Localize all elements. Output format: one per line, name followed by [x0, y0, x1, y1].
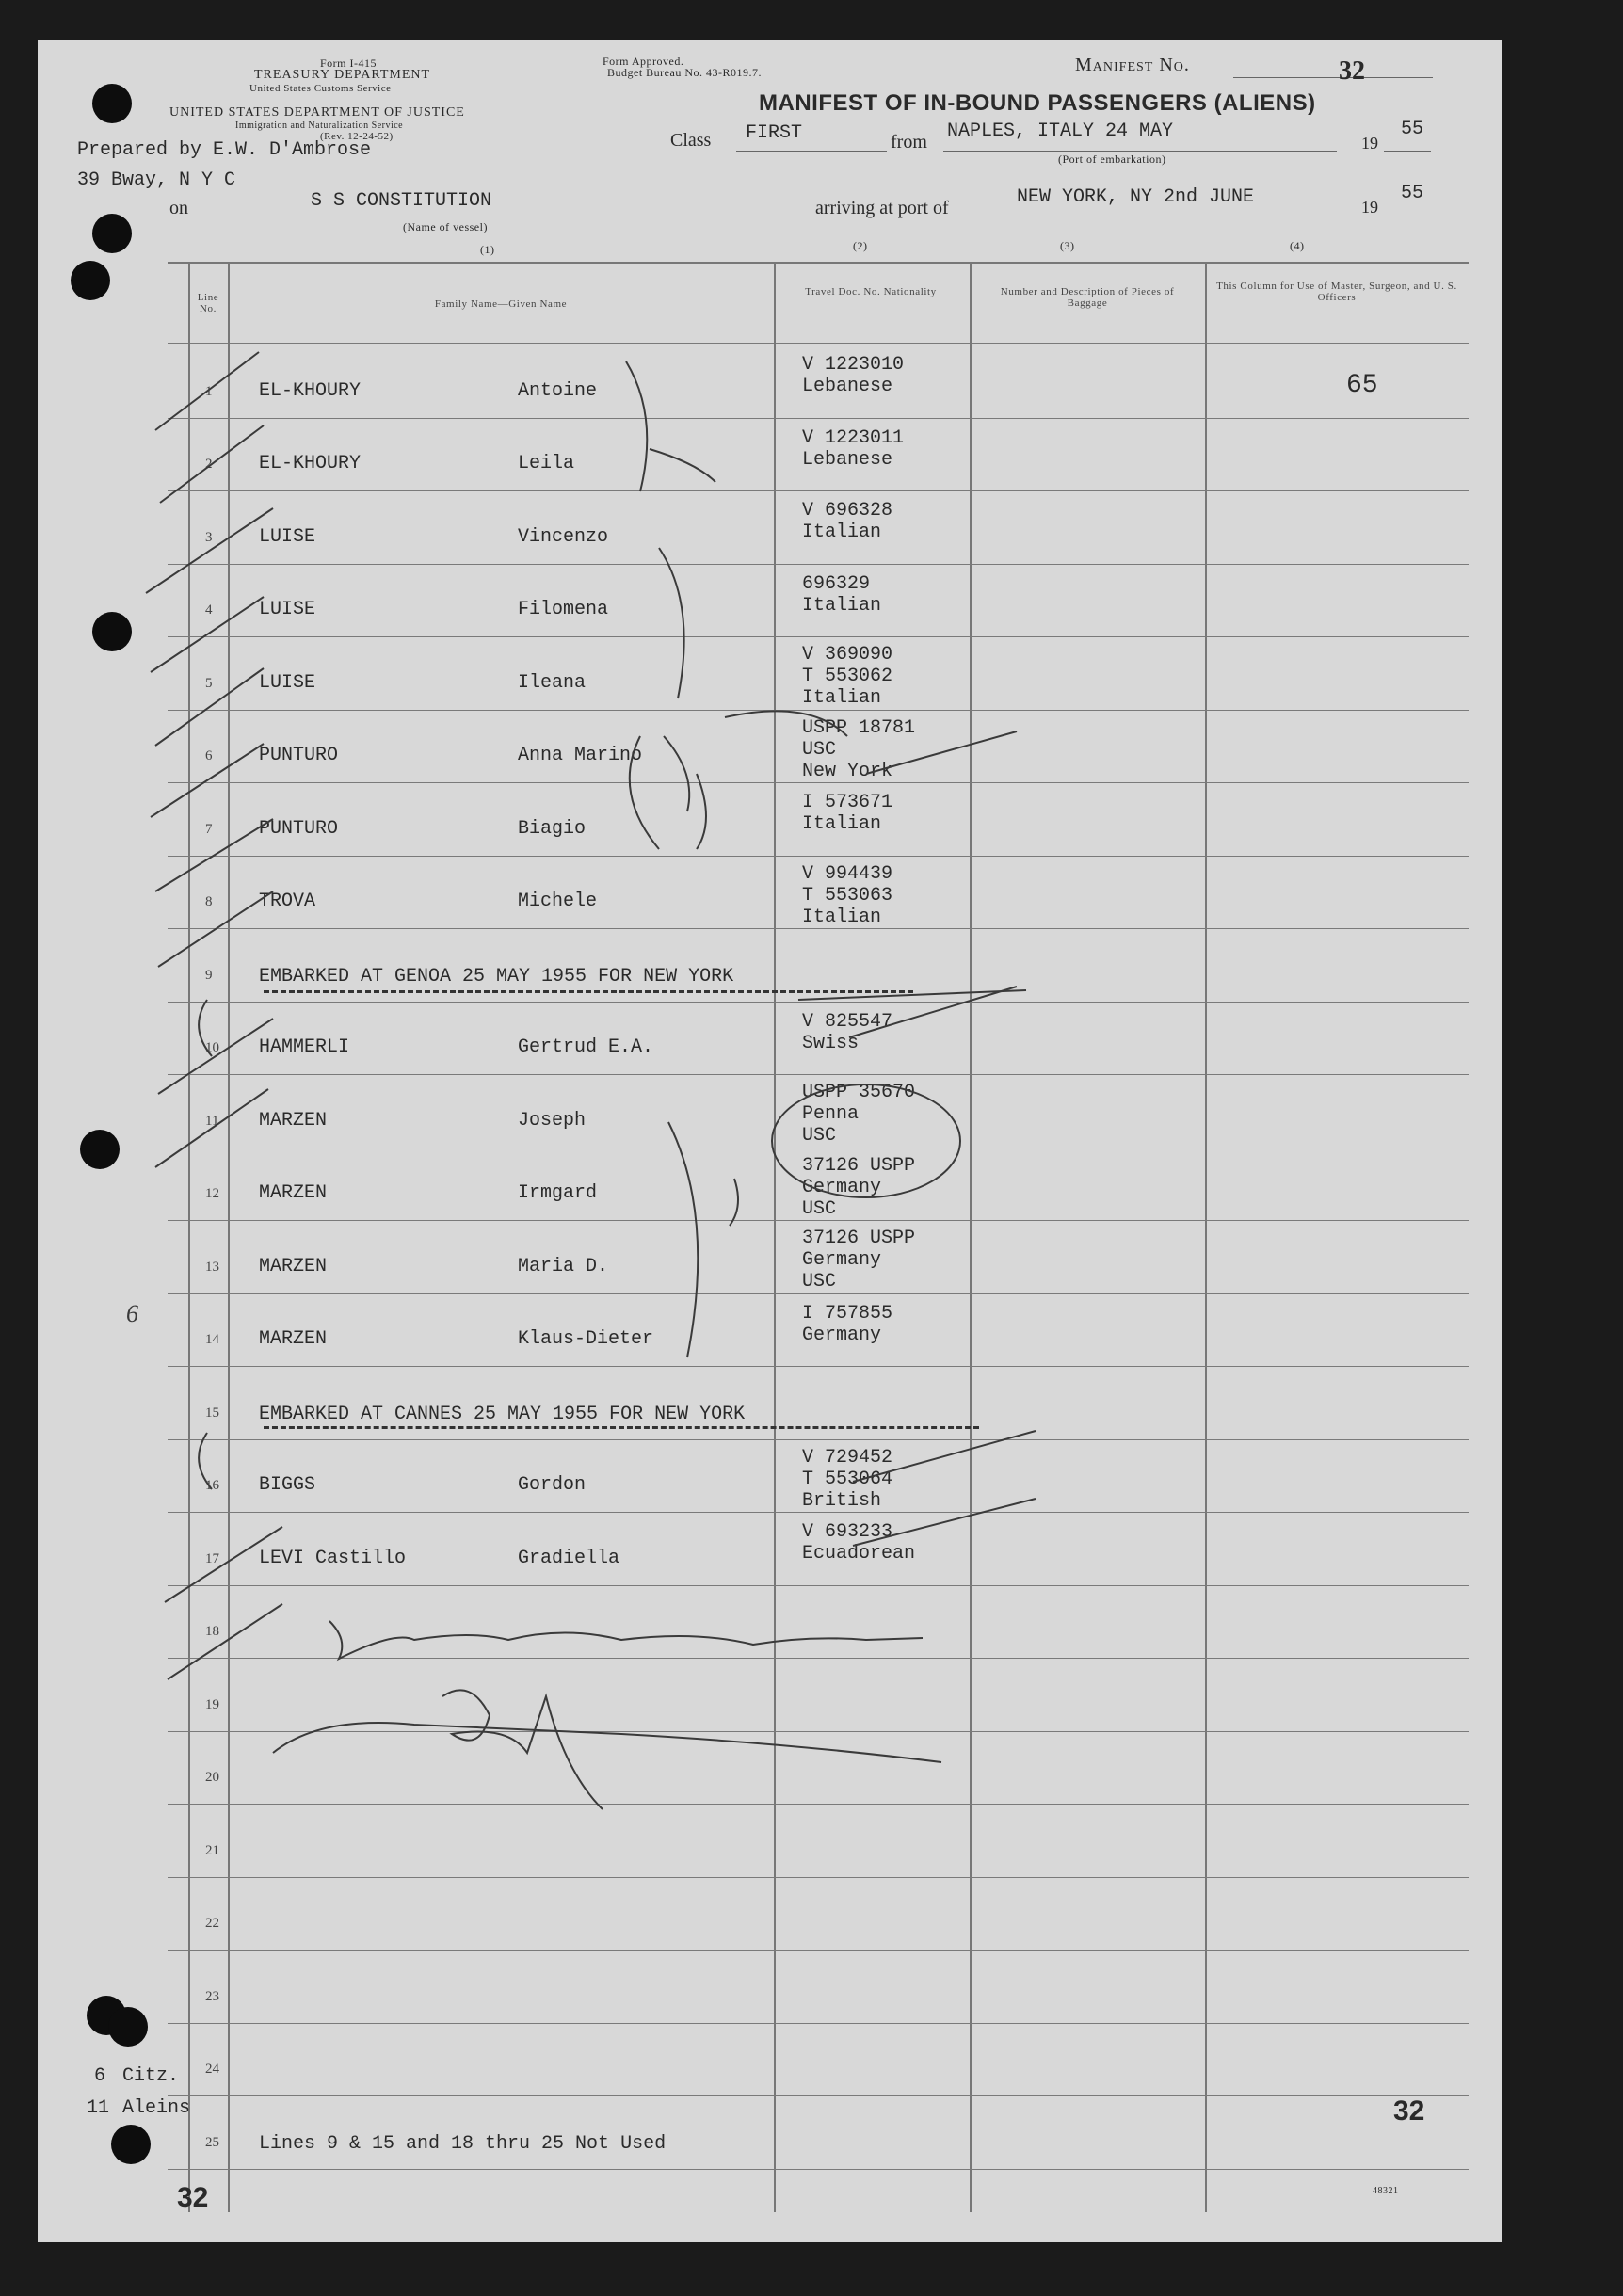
travel-doc-line: V 696328: [802, 500, 893, 522]
col-head-doc: Travel Doc. No. Nationality: [805, 286, 937, 297]
travel-doc-line: V 994439: [802, 862, 893, 885]
line-number: 11: [205, 1113, 219, 1129]
travel-doc-line: T 553064: [802, 1468, 893, 1490]
aliens-label: Aleins: [122, 2097, 191, 2119]
line-number: 8: [205, 894, 213, 909]
vessel-caption: (Name of vessel): [403, 220, 488, 233]
travel-doc-line: Ecuadorean: [802, 1543, 916, 1565]
family-name: MARZEN: [259, 1328, 328, 1350]
revision: (Rev. 12-24-52): [320, 131, 394, 142]
col-num-1: (1): [480, 243, 495, 256]
given-name: Maria D.: [518, 1255, 609, 1277]
arriving-label: arriving at port of: [815, 198, 949, 218]
travel-doc-line: USC: [802, 1197, 837, 1220]
family-name: TROVA: [259, 891, 316, 912]
embark-note: EMBARKED AT CANNES 25 MAY 1955 FOR NEW YORK: [259, 1403, 746, 1425]
treasury-dept: TREASURY DEPARTMENT: [254, 68, 431, 82]
page-number-left: 32: [177, 2182, 209, 2213]
line-number: 15: [205, 1405, 219, 1421]
given-name: Vincenzo: [518, 525, 609, 548]
preparer-address: 39 Bway, N Y C: [77, 169, 236, 191]
col-num-4: (4): [1290, 239, 1305, 252]
justice-dept: UNITED STATES DEPARTMENT OF JUSTICE: [169, 105, 465, 120]
col-head-officers: This Column for Use of Master, Surgeon, and U. S. Officers: [1216, 281, 1457, 303]
travel-doc-line: T 553062: [802, 666, 893, 687]
officer-use-value: 65: [1346, 371, 1378, 400]
travel-doc-line: Italian: [802, 687, 882, 709]
given-name: Anna Marino: [518, 745, 643, 766]
given-name: Leila: [518, 453, 575, 474]
travel-doc-line: V 693233: [802, 1521, 893, 1543]
family-name: BIGGS: [259, 1474, 316, 1496]
travel-doc-line: Italian: [802, 813, 882, 835]
given-name: Antoine: [518, 379, 598, 402]
year-prefix: 19: [1361, 134, 1378, 153]
handwritten-annotations: [38, 40, 1502, 2242]
vessel-name: S S CONSTITUTION: [311, 190, 492, 212]
travel-doc-line: USPP 35670: [802, 1082, 916, 1103]
prepared-by: Prepared by E.W. D'Ambrose: [77, 139, 372, 161]
family-name: LUISE: [259, 525, 316, 548]
line-number: 22: [205, 1916, 219, 1931]
line-number: 13: [205, 1259, 219, 1275]
page-title: MANIFEST OF IN-BOUND PASSENGERS (ALIENS): [759, 90, 1316, 116]
from-label: from: [891, 132, 927, 153]
line-number: 16: [205, 1478, 219, 1493]
form-number: Form I-415: [320, 56, 377, 70]
port-embark-caption: (Port of embarkation): [1058, 153, 1166, 166]
family-name: PUNTURO: [259, 817, 339, 840]
on-label: on: [169, 198, 188, 218]
given-name: Klaus-Dieter: [518, 1328, 654, 1350]
ins-service: Immigration and Naturalization Service: [235, 120, 404, 131]
travel-doc-line: 37126 USPP: [802, 1228, 916, 1249]
customs-service: United States Customs Service: [249, 83, 392, 94]
travel-doc-line: 696329: [802, 572, 871, 595]
travel-doc-line: Penna: [802, 1103, 860, 1125]
travel-doc-line: V 1223011: [802, 426, 905, 449]
embark-port: NAPLES, ITALY 24 MAY: [947, 120, 1174, 142]
col-head-name: Family Name—Given Name: [434, 298, 568, 310]
line-number: 3: [205, 529, 213, 545]
line-number: 18: [205, 1624, 219, 1639]
travel-doc-line: Germany: [802, 1324, 882, 1346]
family-name: HAMMERLI: [259, 1036, 350, 1058]
family-name: PUNTURO: [259, 745, 339, 766]
arrival-year: 55: [1401, 183, 1424, 204]
family-name: MARZEN: [259, 1255, 328, 1277]
line-number: 17: [205, 1550, 219, 1566]
manifest-sheet: [38, 40, 1502, 2242]
travel-doc-line: V 369090: [802, 644, 893, 666]
given-name: Gordon: [518, 1474, 587, 1496]
travel-doc-line: New York: [802, 760, 893, 782]
budget-bureau: Budget Bureau No. 43-R019.7.: [607, 66, 762, 79]
line-number: 25: [205, 2134, 219, 2150]
family-name: LEVI Castillo: [259, 1547, 407, 1569]
line-number: 9: [205, 967, 213, 983]
arrival-port: NEW YORK, NY 2nd JUNE: [1017, 186, 1255, 208]
travel-doc-line: V 729452: [802, 1446, 893, 1469]
alien-count: 11: [87, 2097, 110, 2119]
travel-doc-line: 37126 USPP: [802, 1154, 916, 1177]
class-value: FIRST: [746, 122, 803, 144]
travel-doc-line: I 573671: [802, 792, 893, 813]
line-number: 5: [205, 675, 213, 691]
travel-doc-line: I 757855: [802, 1302, 893, 1325]
manifest-label: Manifest No.: [1075, 55, 1190, 75]
given-name: Michele: [518, 891, 598, 912]
travel-doc-line: British: [802, 1489, 882, 1512]
line-number: 1: [205, 383, 213, 399]
class-label: Class: [670, 130, 712, 151]
embark-year: 55: [1401, 119, 1424, 140]
line-number: 4: [205, 602, 213, 618]
given-name: Joseph: [518, 1109, 587, 1132]
given-name: Gertrud E.A.: [518, 1036, 654, 1058]
svg-text:6: 6: [126, 1300, 138, 1327]
travel-doc-line: Lebanese: [802, 376, 893, 397]
line-number: 14: [205, 1332, 219, 1347]
given-name: Filomena: [518, 599, 609, 620]
travel-doc-line: USC: [802, 1271, 837, 1293]
family-name: LUISE: [259, 599, 316, 620]
given-name: Gradiella: [518, 1547, 620, 1569]
line-number: 7: [205, 821, 213, 837]
travel-doc-line: Swiss: [802, 1032, 860, 1054]
citizens-label: Citz.: [122, 2065, 180, 2087]
travel-doc-line: Germany: [802, 1176, 882, 1198]
given-name: Ileana: [518, 671, 587, 694]
embark-note: Lines 9 & 15 and 18 thru 25 Not Used: [259, 2132, 667, 2155]
line-number: 20: [205, 1770, 219, 1785]
line-number: 23: [205, 1988, 219, 2004]
form-approved: Form Approved.: [603, 55, 684, 68]
travel-doc-line: USPP 18781: [802, 716, 916, 739]
family-name: LUISE: [259, 671, 316, 694]
col-head-baggage: Number and Description of Pieces of Baggage: [1000, 286, 1175, 309]
family-name: EL-KHOURY: [259, 379, 362, 402]
print-code: 48321: [1373, 2186, 1399, 2196]
line-number: 24: [205, 2062, 219, 2077]
col-head-line: Line No.: [197, 292, 219, 314]
col-num-2: (2): [853, 239, 868, 252]
given-name: Biagio: [518, 817, 587, 840]
family-name: MARZEN: [259, 1109, 328, 1132]
manifest-number: 32: [1339, 56, 1365, 86]
year-prefix: 19: [1361, 198, 1378, 217]
col-num-3: (3): [1060, 239, 1075, 252]
line-number: 2: [205, 457, 213, 472]
family-name: EL-KHOURY: [259, 453, 362, 474]
travel-doc-line: Italian: [802, 522, 882, 543]
embark-note: EMBARKED AT GENOA 25 MAY 1955 FOR NEW YORK: [259, 965, 734, 987]
page-number-right: 32: [1393, 2095, 1425, 2127]
travel-doc-line: USC: [802, 738, 837, 761]
travel-doc-line: Lebanese: [802, 448, 893, 471]
citizen-count: 6: [94, 2065, 106, 2087]
travel-doc-line: V 1223010: [802, 354, 905, 376]
travel-doc-line: T 553063: [802, 884, 893, 907]
travel-doc-line: Italian: [802, 594, 882, 617]
line-number: 12: [205, 1186, 219, 1201]
line-number: 6: [205, 748, 213, 763]
given-name: Irmgard: [518, 1182, 598, 1204]
line-number: 21: [205, 1842, 219, 1858]
family-name: MARZEN: [259, 1182, 328, 1204]
line-number: 10: [205, 1040, 219, 1055]
travel-doc-line: USC: [802, 1125, 837, 1147]
travel-doc-line: Italian: [802, 906, 882, 928]
line-number: 19: [205, 1696, 219, 1712]
travel-doc-line: Germany: [802, 1249, 882, 1271]
travel-doc-line: V 825547: [802, 1010, 893, 1033]
